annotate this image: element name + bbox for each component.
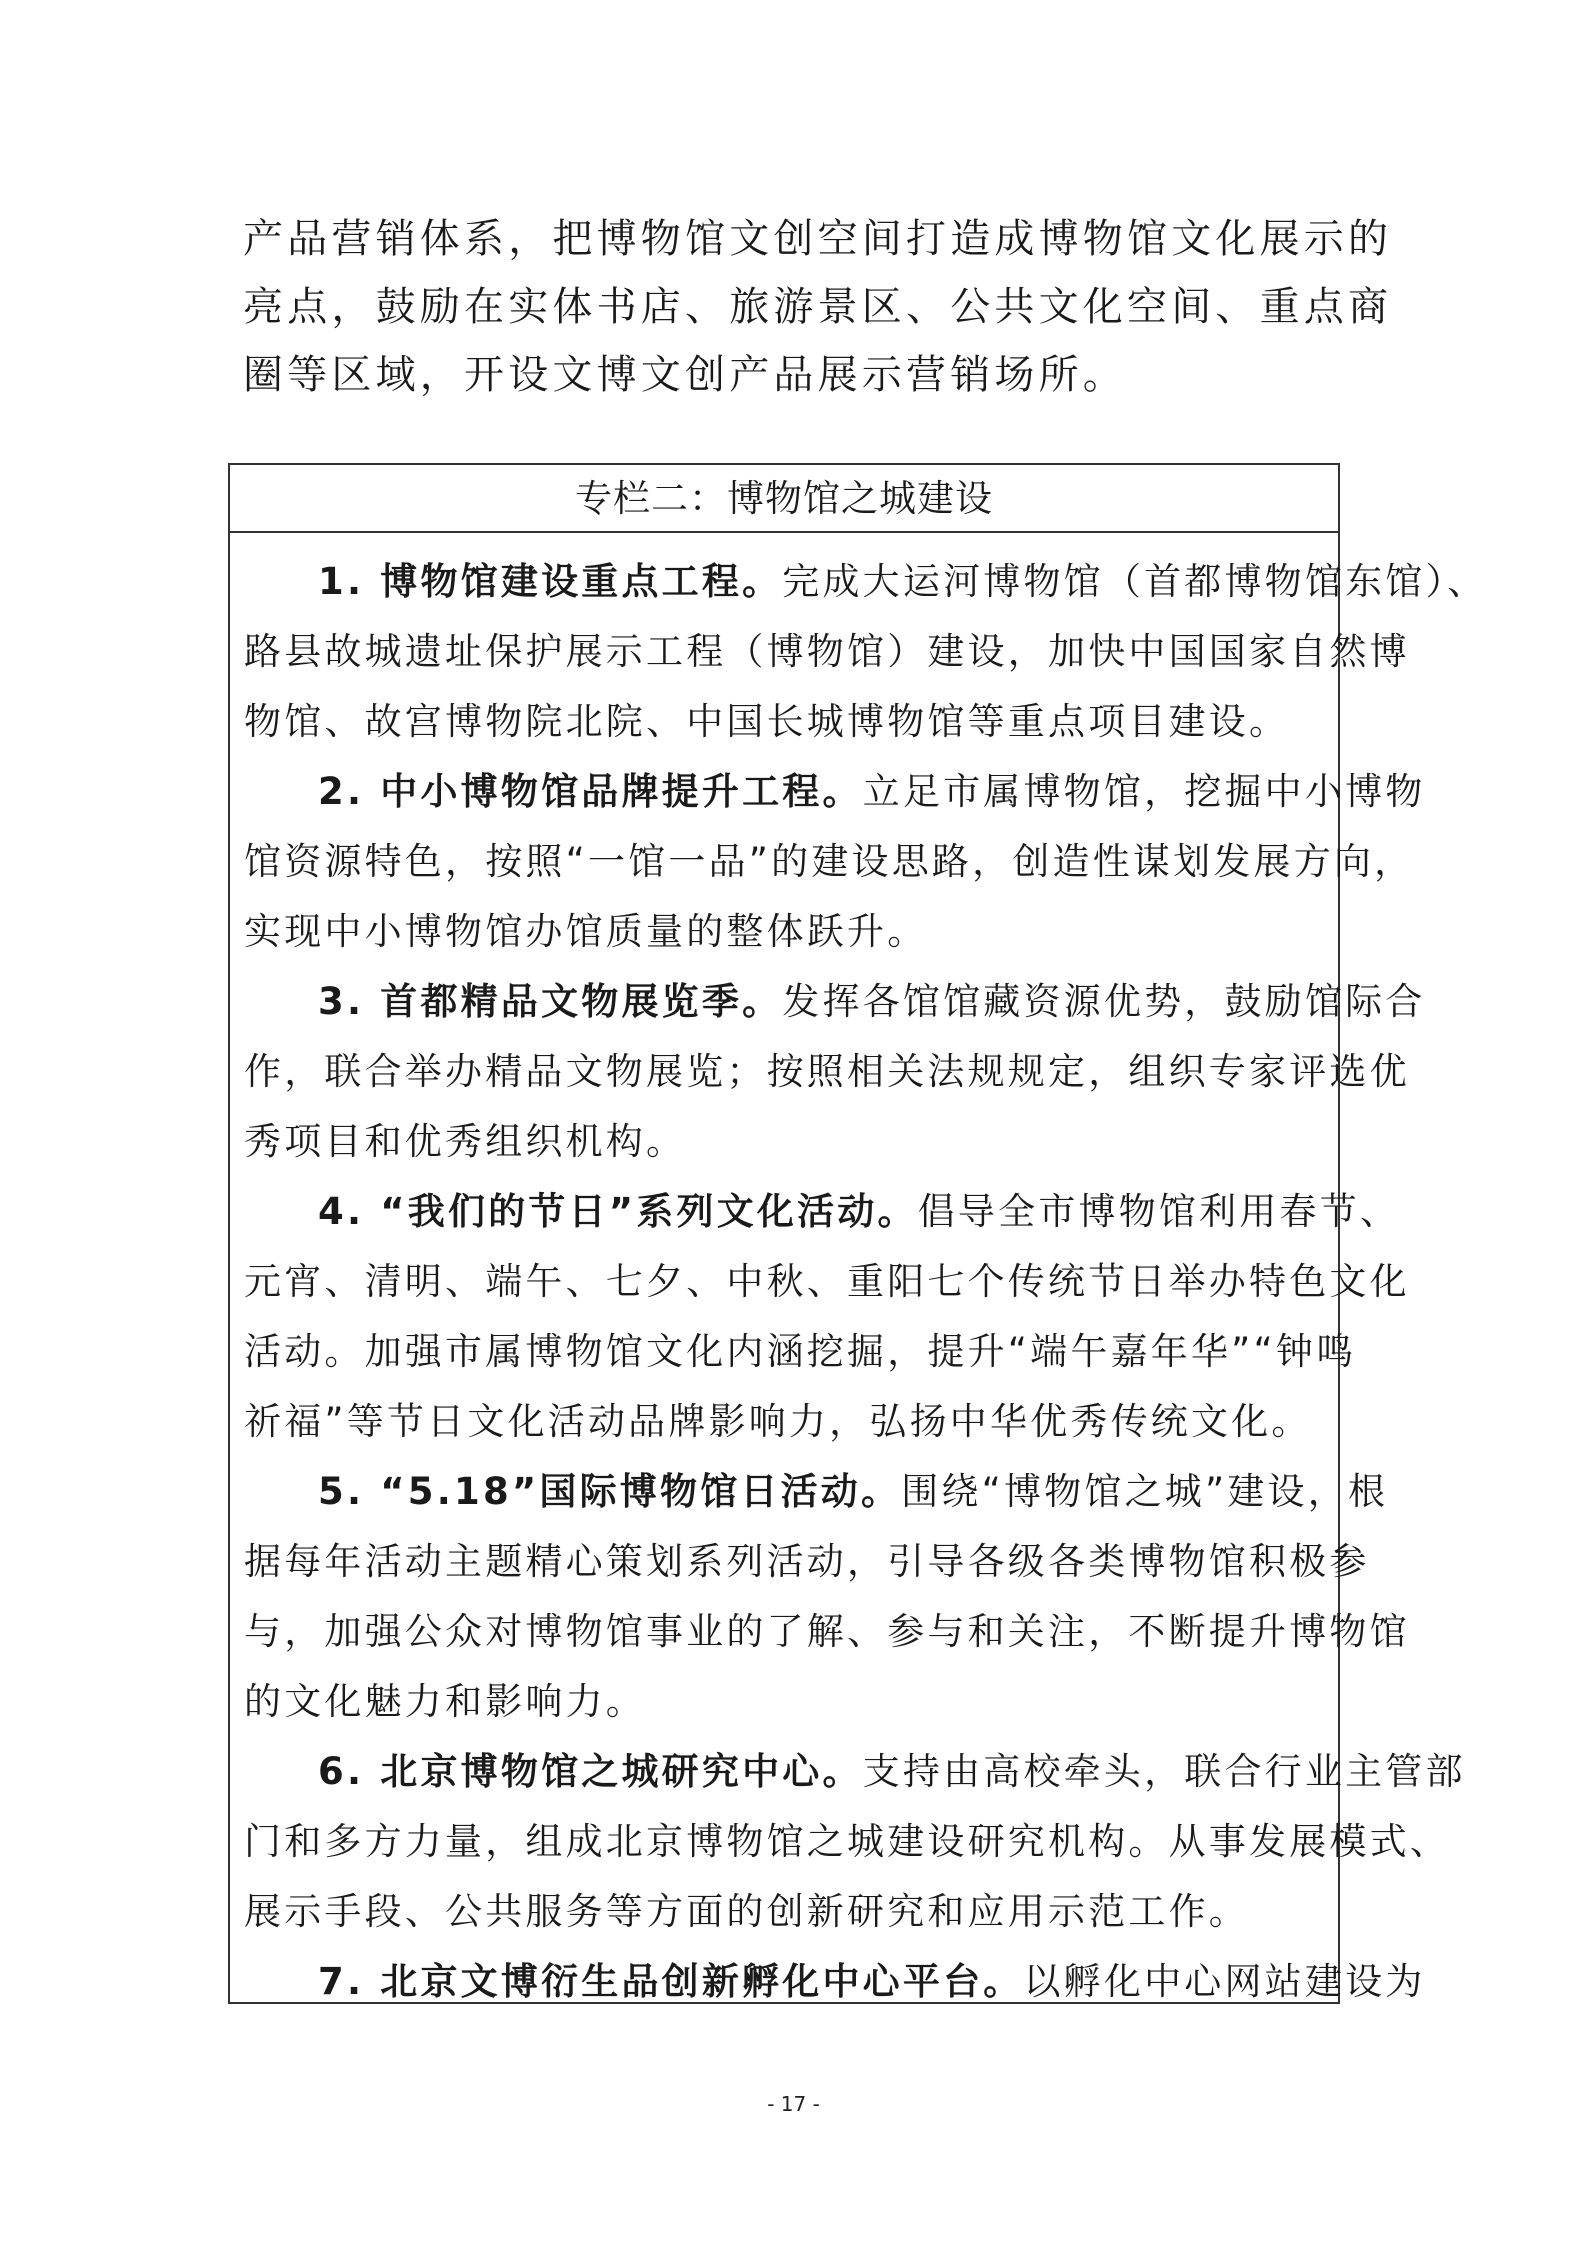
item-line: 馆资源特色，按照“一馆一品”的建设思路，创造性谋划发展方向， — [244, 840, 1415, 883]
intro-line: 产品营销体系，把博物馆文创空间打造成博物馆文化展示的 — [243, 216, 1393, 262]
list-item — [244, 1457, 1410, 1737]
item-heading: 6. 北京博物馆之城研究中心。 — [318, 1750, 863, 1793]
item-heading: 5. “5.18”国际博物馆日活动。 — [318, 1470, 902, 1513]
list-item — [244, 757, 1426, 967]
item-heading: 4. “我们的节日”系列文化活动。 — [318, 1190, 918, 1233]
item-text: 完成大运河博物馆（首都博物馆东馆）、 — [782, 560, 1488, 603]
item-line: 活动。加强市属博物馆文化内涵挖掘，提升“端午嘉年华”“钟鸣 — [244, 1330, 1357, 1373]
item-line: 秀项目和优秀组织机构。 — [244, 1120, 687, 1163]
item-text: 倡导全市博物馆利用春节、 — [917, 1190, 1401, 1233]
item-line: 作，联合举办精品文物展览；按照相关法规规定，组织专家评选优 — [244, 1050, 1410, 1093]
list-item — [244, 1947, 1426, 2017]
feature-box-body — [244, 547, 1488, 2017]
item-line: 元宵、清明、端午、七夕、中秋、重阳七个传统节日举办特色文化 — [244, 1260, 1410, 1303]
item-line: 实现中小博物馆办馆质量的整体跃升。 — [244, 910, 928, 953]
item-line: 物馆、故宫博物院北院、中国长城博物馆等重点项目建设。 — [244, 700, 1290, 743]
item-text: 立足市属博物馆，挖掘中小博物 — [862, 770, 1426, 813]
item-text: 以孵化中心网站建设为 — [1023, 1960, 1426, 2003]
list-item — [244, 1177, 1410, 1457]
item-first-line — [244, 757, 1426, 827]
item-line: 路县故城遗址保护展示工程（博物馆）建设，加快中国国家自然博 — [244, 630, 1410, 673]
item-first-line — [244, 1737, 1466, 1807]
list-item — [244, 1737, 1466, 1947]
list-item — [244, 547, 1488, 757]
item-first-line — [244, 1177, 1401, 1247]
item-line: 据每年活动主题精心策划系列活动，引导各级各类博物馆积极参 — [244, 1540, 1370, 1583]
item-text: 发挥各馆馆藏资源优势，鼓励馆际合 — [782, 980, 1426, 1023]
item-first-line — [244, 547, 1488, 617]
item-heading: 7. 北京文博衍生品创新孵化中心平台。 — [318, 1960, 1024, 2003]
item-heading: 3. 首都精品文物展览季。 — [318, 980, 783, 1023]
intro-line: 圈等区域，开设文博文创产品展示营销场所。 — [243, 352, 1127, 398]
intro-paragraph — [243, 205, 1393, 409]
item-line: 门和多方力量，组成北京博物馆之城建设研究机构。从事发展模式、 — [244, 1820, 1450, 1863]
item-first-line — [244, 1457, 1389, 1527]
feature-box — [228, 463, 1488, 2004]
item-heading: 1. 博物馆建设重点工程。 — [318, 560, 783, 603]
item-line: 与，加强公众对博物馆事业的了解、参与和关注，不断提升博物馆 — [244, 1610, 1410, 1653]
item-first-line — [244, 967, 1426, 1037]
item-line: 的文化魅力和影响力。 — [244, 1680, 646, 1723]
item-first-line — [244, 1947, 1426, 2017]
item-text: 支持由高校牵头，联合行业主管部 — [862, 1750, 1466, 1793]
item-text: 围绕“博物馆之城”建设，根 — [901, 1470, 1389, 1513]
item-line: 展示手段、公共服务等方面的创新研究和应用示范工作。 — [244, 1890, 1249, 1933]
intro-line: 亮点，鼓励在实体书店、旅游景区、公共文化空间、重点商 — [243, 284, 1393, 330]
list-item — [244, 967, 1426, 1177]
page-number: - 17 - — [767, 2092, 820, 2116]
feature-box-title: 专栏二：博物馆之城建设 — [230, 465, 1338, 533]
item-line: 祈福”等节日文化活动品牌影响力，弘扬中华优秀传统文化。 — [244, 1400, 1312, 1443]
item-heading: 2. 中小博物馆品牌提升工程。 — [318, 770, 863, 813]
